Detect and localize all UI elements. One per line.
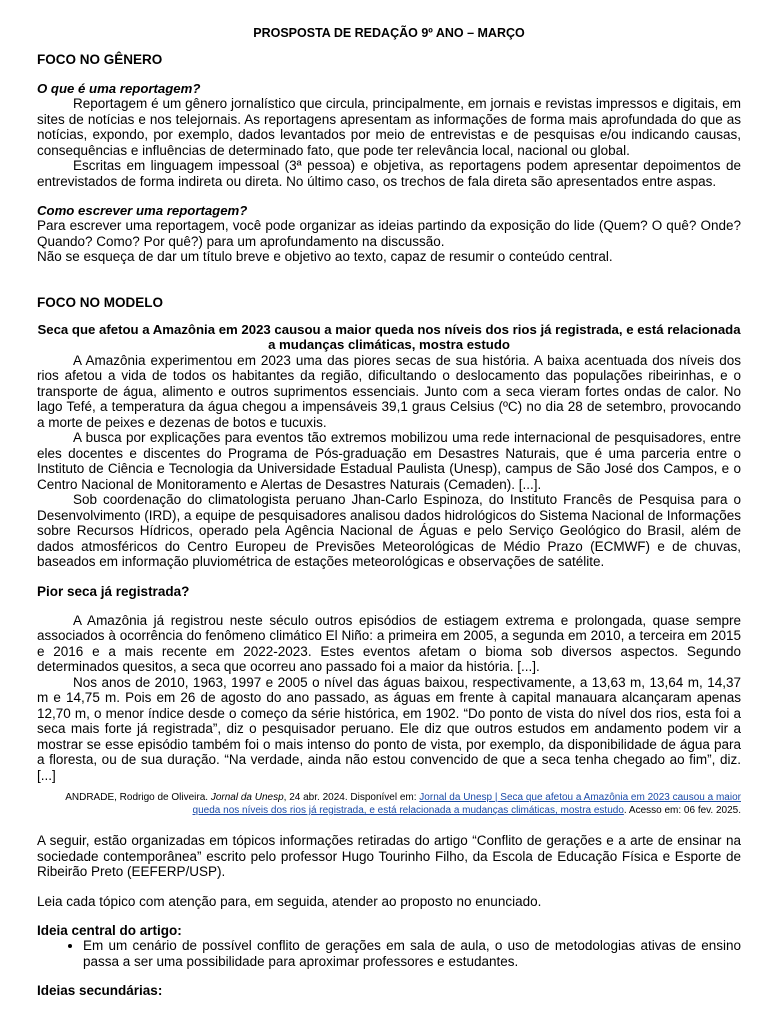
section-heading-genero: FOCO NO GÊNERO [37,52,163,67]
ref-journal: Jornal da Unesp [210,792,284,803]
article-paragraph: A Amazônia já registrou neste século outros episódios de estiagem extrema e prolongada, quase sempre associados à ocorrência do fenômeno climático El Niño: a primeira em 2005, a segunda em 2010, a terceira em 2015 e 2016 e a mais recente em 2022-2023. Estes eventos afetam o bioma sob diversos aspectos. Segundo determinados quesitos, a seca que ocorreu ano passado foi a maior da história. [...]. [37,612,741,674]
question-heading-2: Como escrever uma reportagem? [37,203,248,218]
source-reference [37,791,741,817]
question-heading-1: O que é uma reportagem? [37,81,201,96]
document-page [37,26,741,998]
instruction-paragraph: Leia cada tópico com atenção para, em seguida, atender ao proposto no enunciado. [37,893,542,909]
article-paragraph: A busca por explicações para eventos tão extremos mobilizou uma rede internacional de pesquisadores, entre eles docentes e discentes do Programa de Pós-graduação em Desastres Naturais, que é uma parceria entre o Instituto de Ciência e Tecnologia da Universidade Estadual Paulista (Unesp), campus de São José dos Campos, e o Centro Nacional de Monitoramento e Alertas de Desastres Naturais (Cemaden). [...]. [37,430,741,492]
intro-paragraph: A seguir, estão organizadas em tópicos informações retiradas do artigo “Conflito de gerações e a arte de ensinar na sociedade contemporânea” escrito pelo professor Hugo Tourinho Filho, da Escola de Educação Física e Esporte de Ribeirão Preto (EEFERP/USP). [37,833,741,879]
ref-access: . Acesso em: 06 fev. 2025. [623,805,741,816]
article-title: Seca que afetou a Amazônia em 2023 causou a maior queda nos níveis dos rios já registrada, e está relacionada a mudanças climáticas, mostra estudo [37,321,741,352]
paragraph: Reportagem é um gênero jornalístico que circula, principalmente, em jornais e revistas impressos e digitais, em sites de notícias e nos telejornais. As reportagens apresentam as informações de forma mais aprofundada do que as notícias, expondo, por exemplo, dados levantados por meio de entrevistas e de pesquisas e/ou indicando causas, consequências e influências de determinado fato, que pode ter relevância local, nacional ou global. [37,96,741,158]
section-heading-modelo: FOCO NO MODELO [37,294,163,310]
article-paragraph: Sob coordenação do climatologista peruano Jhan-Carlo Espinoza, do Instituto Francês de Pesquisa para o Desenvolvimento (IRD), a equipe de pesquisadores analisou dados hidrológicos do Sistema Nacional de Informações sobre Recursos Hídricos, operado pela Agência Nacional de Águas e pelo Serviço Geológico do Brasil, além de dados atmosféricos do Centro Europeu de Previsões Meteorológicas de Médio Prazo (ECMWF) e de chuvas, baseados em informação pluviométrica de estações meteorológicas e observações de satélite. [37,492,741,569]
ref-author: ANDRADE, Rodrigo de Oliveira. [65,792,211,803]
article-paragraph: Nos anos de 2010, 1963, 1997 e 2005 o nível das águas baixou, respectivamente, a 13,63 m, 13,64 m, 14,37 m e 14,75 m. Pois em 26 de agosto do ano passado, as águas em frente à capital manauara alcançaram apenas 12,70 m, o menor índice desde o começo da série histórica, em 1902. “Do ponto de vista do nível dos rios, esta foi a seca mais forte já registrada”, diz o pesquisador peruano. Ele diz que outros estudos em andamento podem vir a mostrar se esse episódio também foi o mais intenso do ponto de vista, por exemplo, da disponibilidade de água para a floresta, ou de sua duração. “Na verdade, ainda não estou convencido de que a seca tenha chegado ao fim”, diz. [...] [37,674,741,783]
secondary-ideas-heading: Ideias secundárias: [37,983,163,998]
paragraph: Escritas em linguagem impessoal (3ª pessoa) e objetiva, as reportagens podem apresentar depoimentos de entrevistados de forma indireta ou direta. No último caso, os trechos de fala direta são apresentados entre aspas. [37,158,741,189]
central-idea-list [37,938,741,969]
central-idea-heading: Ideia central do artigo: [37,923,182,938]
source-link[interactable]: Jornal da Unesp | Seca que afetou a Amazônia em 2023 causou a maior queda nos níveis dos rios já registrada, e está relacionada a mudanças climáticas, mostra estudo [192,792,741,816]
paragraph: Não se esqueça de dar um título breve e objetivo ao texto, capaz de resumir o conteúdo central. [37,249,613,264]
list-item: • Em um cenário de possível conflito de gerações em sala de aula, o uso de metodologias ativas de ensino passa a ser uma possibilidade para aproximar professores e estudantes. [83,938,741,969]
article-paragraph: A Amazônia experimentou em 2023 uma das piores secas de sua história. A baixa acentuada dos níveis dos rios afetou a vida de todos os habitantes da região, dificultando o deslocamento das populações ribeirinhas, e o transporte de água, alimento e outros suprimentos essenciais. Junto com a seca vieram fortes ondas de calor. No lago Tefé, a temperatura da água chegou a impensáveis 39,1 graus Celsius (ºC) no dia 28 de setembro, provocando a morte de peixes e dezenas de botos e tucuxis. [37,352,741,430]
article-subheading: Pior seca já registrada? [37,583,190,599]
ref-date: , 24 abr. 2024. Disponível em: [283,792,420,803]
paragraph: Para escrever uma reportagem, você pode organizar as ideias partindo da exposição do lide (Quem? O quê? Onde? Quando? Como? Por quê?) para um aprofundamento na discussão. [37,218,741,249]
document-title: PROSPOSTA DE REDAÇÃO 9º ANO – MARÇO [253,26,525,40]
